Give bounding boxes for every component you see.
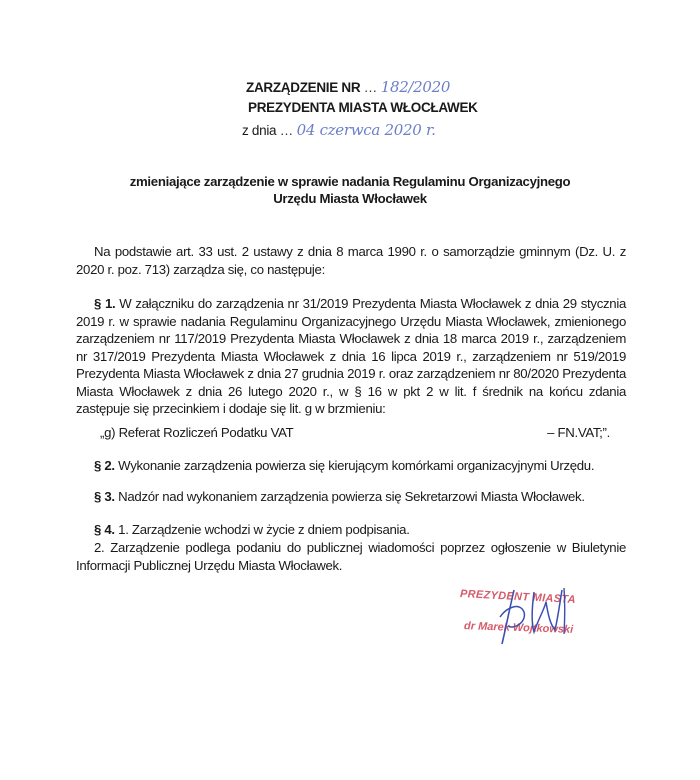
section-4-point-1: 1. Zarządzenie wchodzi w życie z dniem podpisania. [118, 522, 410, 537]
section-4-point-2: 2. Zarządzenie podlega podaniu do publicznej wiadomości poprzez ogłoszenie w Biuletynie Informacji Publicznej Urzędu Miasta Włocławek. [76, 540, 626, 573]
date-dots: … [279, 123, 294, 138]
quote-left: „g) Referat Rozliczeń Podatku VAT [100, 425, 294, 440]
stamp-title: PREZYDENT MIASTA [459, 587, 577, 607]
date-prefix: z dnia [242, 123, 277, 138]
order-date [242, 121, 436, 139]
handwritten-signature [452, 582, 602, 652]
section-3-mark: § 3. [94, 489, 115, 504]
order-title [246, 78, 450, 96]
order-dots: … [363, 80, 378, 95]
quote-right: – FN.VAT;”. [547, 425, 610, 440]
section-2-mark: § 2. [94, 458, 115, 473]
section-4-mark: § 4. [94, 522, 115, 537]
section-3-text: Nadzór nad wykonaniem zarządzenia powierza się Sekretarzowi Miasta Włocławek. [118, 489, 585, 504]
subject-line-1: zmieniające zarządzenie w sprawie nadania Regulaminu Organizacyjnego [129, 174, 571, 189]
section-1-mark: § 1. [94, 296, 116, 311]
section-2-text: Wykonanie zarządzenia powierza się kierującym komórkami organizacyjnymi Urzędu. [118, 458, 595, 473]
date-handwritten: 04 czerwca 2020 r. [296, 121, 436, 139]
order-prefix: ZARZĄDZENIE NR [246, 80, 361, 95]
section-1-quote [100, 425, 610, 440]
section-1 [76, 295, 626, 418]
section-1-text: W załączniku do zarządzenia nr 31/2019 Prezydenta Miasta Włocławek z dnia 29 stycznia 2019 r. w sprawie nadania Regulaminu Organizacyjnego Urzędu Miasta Włocławek, zmienionego zarządzeniem nr 117/2019 Prezydenta Miasta Włocławek z dnia 18 marca 2019 r., zarządzeniem nr 317/2019 Prezydenta Miasta Włocławek z dnia 16 lipca 2019 r., zarządzeniem nr 519/2019 Prezydenta Miasta Włocławek z dnia 27 grudnia 2019 r. oraz zarządzeniem nr 80/2020 Prezydenta Miasta Włocławek z dnia 26 lutego 2020 r., w § 16 w pkt 2 w lit. f średnik na końcu zdania zastępuje się przecinkiem i dodaje się lit. g w brzmieniu: [76, 296, 626, 416]
preamble: Na podstawie art. 33 ust. 2 ustawy z dnia 8 marca 1990 r. o samorządzie gminnym (Dz. U. z 2020 r. poz. 713) zarządza się, co następuje: [76, 244, 626, 277]
section-4 [76, 521, 626, 539]
section-2 [76, 457, 626, 475]
signature-stamp [452, 582, 602, 652]
subject-line-2: Urzędu Miasta Włocławek [273, 191, 427, 206]
order-subject [100, 173, 600, 207]
order-number-handwritten: 182/2020 [380, 78, 451, 96]
issuer-title: PREZYDENTA MIASTA WŁOCŁAWEK [248, 100, 478, 115]
stamp-name: dr Marek Wojtkowski [463, 620, 574, 636]
section-3 [76, 488, 626, 506]
